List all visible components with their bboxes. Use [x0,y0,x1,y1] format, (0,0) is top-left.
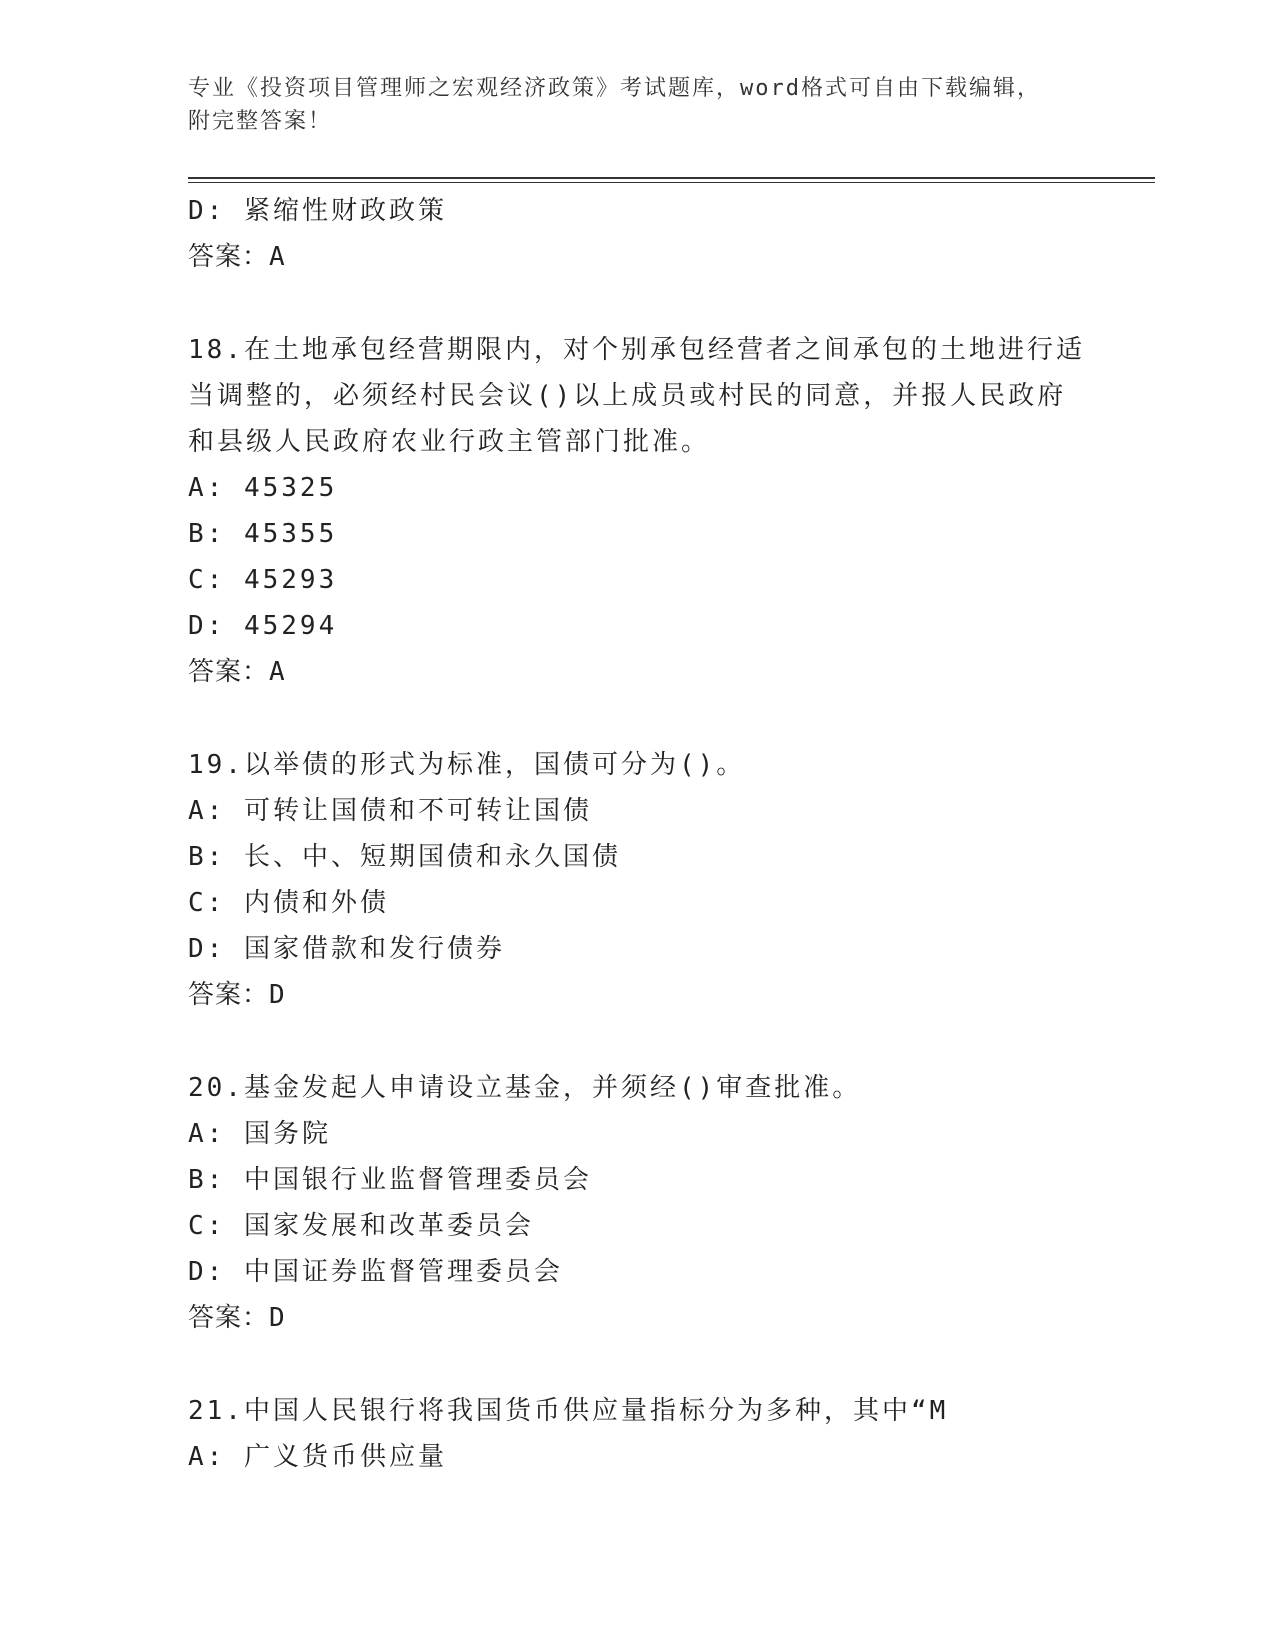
answer-line [188,1295,1088,1341]
question-list [188,188,1088,1480]
answer-label: 答案： [188,657,270,687]
question-text-line: 18.在土地承包经营期限内，对个别承包经营者之间承包的土地进行适 [188,335,1085,365]
question-gap [188,1341,1088,1388]
question-gap [188,1018,1088,1065]
question-gap [188,695,1088,742]
question-19 [188,742,1088,1018]
answer-label: 答案： [188,242,270,272]
header-rule-thin [188,182,1155,183]
header-rule-thick [188,177,1155,179]
option-b: B: 长、中、短期国债和永久国债 [188,842,621,872]
option-a: A: 广义货币供应量 [188,1442,447,1472]
option-d: D: 中国证券监督管理委员会 [188,1257,563,1287]
option-b: B: 45355 [188,519,338,549]
answer-value: D [269,980,285,1010]
document-header [188,72,1088,138]
option-d: D: 紧缩性财政政策 [188,196,447,226]
question-text-line: 当调整的，必须经村民会议()以上成员或村民的同意，并报人民政府 [188,381,1067,411]
question-21 [188,1388,1088,1480]
question-text-line: 和县级人民政府农业行政主管部门批准。 [188,427,711,457]
question-20 [188,1065,1088,1341]
question-text-line: 21.中国人民银行将我国货币供应量指标分为多种，其中“M [188,1396,949,1426]
option-a: A: 可转让国债和不可转让国债 [188,796,592,826]
option-a: A: 国务院 [188,1119,331,1149]
answer-label: 答案： [188,1303,270,1333]
option-a: A: 45325 [188,473,338,503]
option-b: B: 中国银行业监督管理委员会 [188,1165,592,1195]
question-17-tail [188,188,1088,280]
option-c: C: 45293 [188,565,338,595]
question-text-line: 20.基金发起人申请设立基金，并须经()审查批准。 [188,1073,862,1103]
answer-value: A [269,657,285,687]
option-d: D: 国家借款和发行债券 [188,934,505,964]
answer-value: A [269,242,285,272]
answer-label: 答案： [188,980,270,1010]
option-d: D: 45294 [188,611,338,641]
option-c: C: 内债和外债 [188,888,389,918]
answer-value: D [269,1303,285,1333]
option-c: C: 国家发展和改革委员会 [188,1211,534,1241]
header-line-2: 附完整答案！ [188,109,333,134]
question-text-line: 19.以举债的形式为标准，国债可分为()。 [188,750,746,780]
answer-line [188,234,1088,280]
answer-line [188,972,1088,1018]
header-line-1: 专业《投资项目管理师之宏观经济政策》考试题库，word格式可自由下载编辑， [188,76,1041,101]
question-gap [188,280,1088,327]
question-18 [188,327,1088,695]
answer-line [188,649,1088,695]
